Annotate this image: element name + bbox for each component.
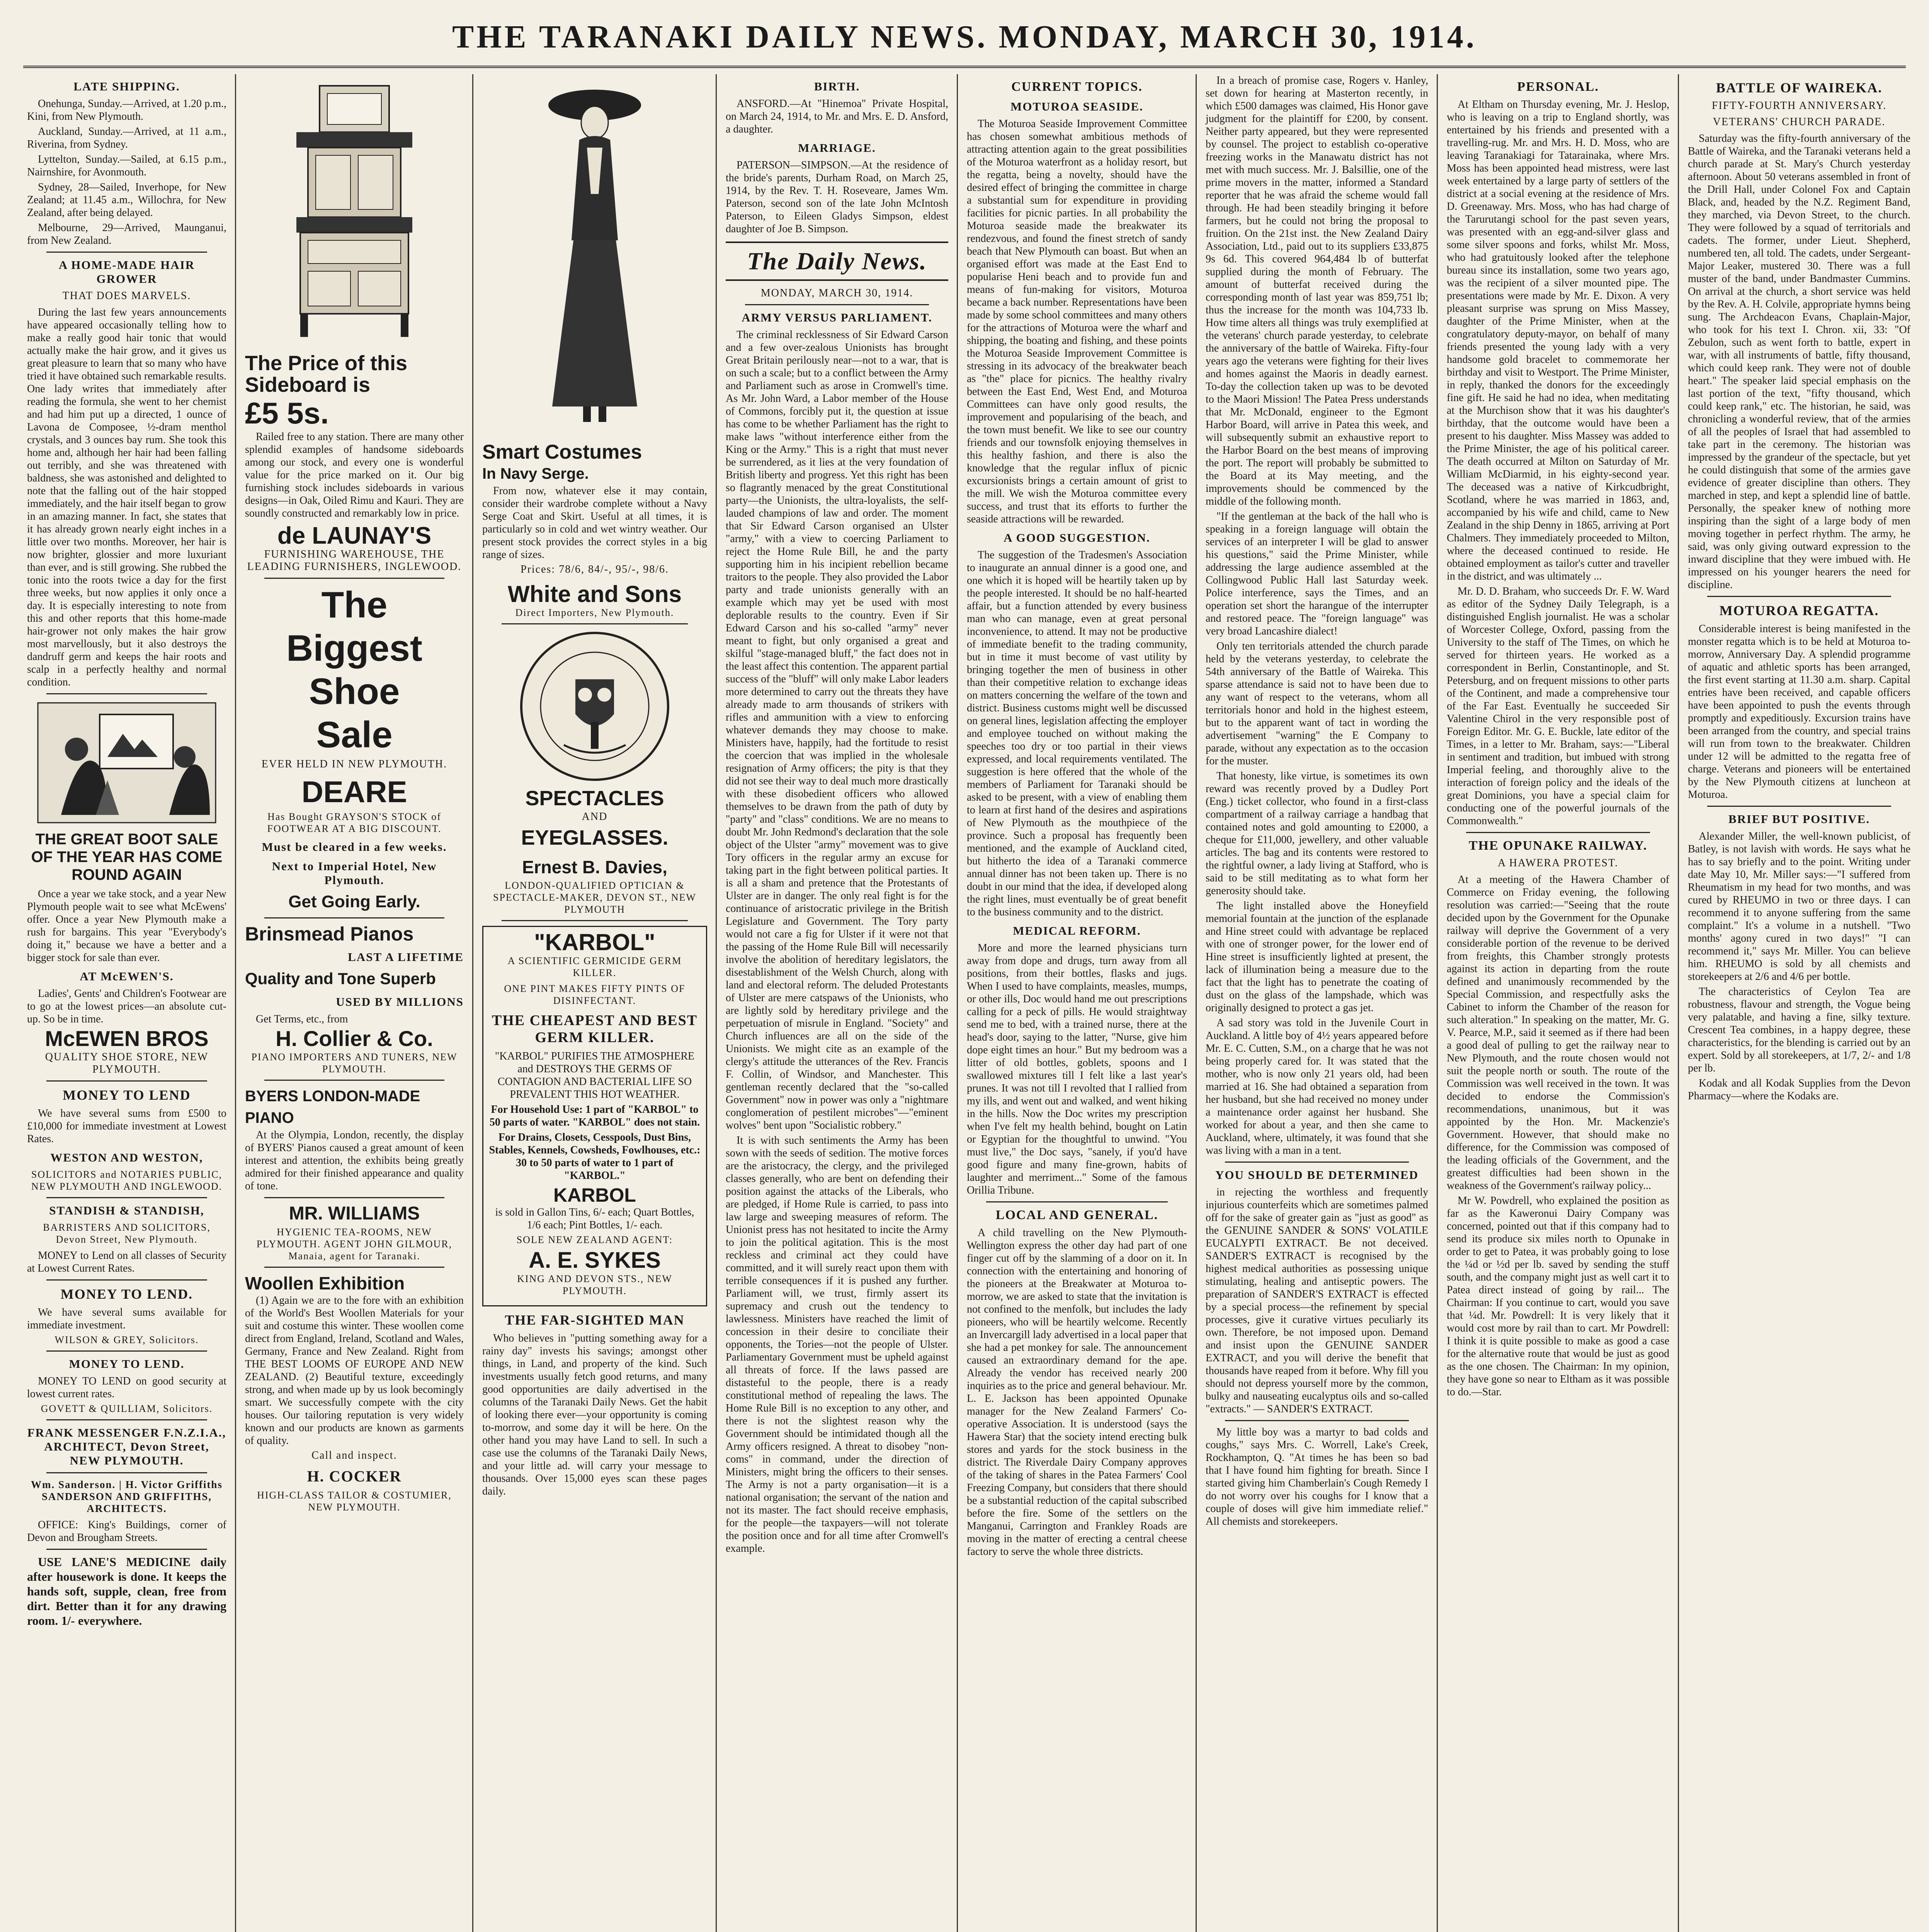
opunake-railway-text: At a meeting of the Hawera Chamber of Commerce on Friday evening, the following resolution was carried:—"Seeing that the route decided upon by the Government for the Opunake railway will deprive the Government of a very considerable portion of the revenue to be derived from freights, this Chamber strongly protests against its action in departing from the route defined and unanimously recommended by the Special Commission, and respectfully asks the Cabinet to inform the Chamber of the reason for such alteration." In speaking on the matter, Mr. G. V. Pearce, M.P., said it seemed as if there had been a good deal of pulling to get the railway near to New Plymouth, and the route chosen would not suit the people north or south. The route of the Commission was well received in the town. It was decided to endorse the Commission's recommendations, unanimous, but it was appointed by the Hon. Mr. Mackenzie's Government. However, that should make no difference, for the Commission was composed of the leading officials of the Government, and the greatest difficulties had been shown in the weakness of the Government's railway policy... [1447, 874, 1669, 1192]
shipping-heading: LATE SHIPPING. [73, 80, 180, 93]
divider [1225, 1420, 1409, 1421]
divider [46, 693, 207, 694]
column-1 [19, 74, 235, 1932]
deare-subtitle: Has Bought GRAYSON'S STOCK of FOOTWEAR AT A BIG DISCOUNT. [267, 811, 442, 834]
boot-sale-offer: Ladies', Gents' and Children's Footwear are to go at the lowest prices—an absolute cut-up. So be in time. [27, 988, 226, 1025]
cocker-name: H. COCKER [307, 1468, 402, 1485]
army-editorial: The criminal recklessness of Sir Edward Carson and a few over-zealous Unionists has brought Great Britain perilously near—not to a war, that is on such a scale; but to a conflict between the Army and Parliament such as arose in Cromwell's time. As Mr. John Ward, a Labor member of the House of Commons, forcibly put it, the question at issue has come to be whether Parliament has the right to make laws "without interference either from the King or the Army." This is a right that must never be surrendered, as it lies at the very foundation of British liberty and progress. Yet this right has been so flagrantly menaced by the great Constitutional party—the Unionists, the ultra-loyalists, the self-lauded champions of law and order. The moment that Sir Edward Carson organised an Ulster "army," with a view to coercing Parliament to reject the Home Rule Bill, he and the party supporting him in his incipient rebellion became traitors to the people. They also provided the Labor party and trade unionists generally with an example which may yet be used with most deplorable results to the country. Even if Sir Edward Carson and his so-called "army" never meant to fight, but only organised a great and skilful "stage-managed bluff," the fact does not in the least affect this contention. The apparent partial success of the "bluff" will only make Labor leaders more determined to carry out the threats they have already made to arm thousands of strikers with rifles and ammunition with a view to enforcing whatever demands they may choose to make. Ministers have, happily, had the fortitude to resist the coercion that was implied in the wholesale resignation of Army officers; the pity is that they did not see their way to deal much more drastically with these disobedient officers who allowed themselves to be drawn from the path of duty by "party" and "class" conditions. We are no means to doubt Mr. John Redmond's declaration that the sole object of the Ulster "army" movement was to give Tory officers in the regular army an excuse for taking part in the fight between political parties. It is all a sham and pretence that the Protestants of Ulster are in danger. The only real fight is for the continuance of aristocratic privilege in the British Legislature and Government. The Tory party would not care a fig for Ulster if it were not that the passing of the Home Rule Bill will necessarily involve the abolition of hereditary legislators, the disestablishment of the Welsh Church, along with land and electoral reform. The deluded Protestants of Ulster are mere catspaws of the Unionists, who are lightly sold by hereditary privilege and the perpetuation of misrule in England. "Society" and Church influences are all on the side of the Unionists. We might cite as an example of the clergy's attitude the utterances of the Rev. Francis F. Collin, of Windsor, and Manchester. This gentleman recently declared that the "so-called Government" now in power was only a "nightmare conglomeration of pestilent microbes"—"eminent wolves" bent upon "Socialistic robbery." [726, 329, 948, 1131]
costumes-text: From now, whatever else it may contain, consider their wardrobe complete without a Navy Serge Coat and Skirt. Useful at all times, it is particularly so in cold and wet wintry weather. Our present stock provides the correct styles in a big range of sizes. [482, 485, 707, 561]
column-rule [957, 74, 958, 1932]
moturoa-seaside-heading: MOTUROA SEASIDE. [1010, 100, 1143, 113]
deare-next: Next to Imperial Hotel, New Plymouth. [272, 859, 437, 887]
column-rule [1437, 74, 1438, 1932]
woollen-exhibition: Woollen Exhibition [245, 1273, 405, 1293]
byers-piano: BYERS LONDON-MADE PIANO [245, 1088, 420, 1126]
cough-remedy-text: My little boy was a martyr to bad colds and coughs," says Mrs. C. Worrell, Lake's Creek, Rockhampton, Q. "At times he has been so bad that I have found him fighting for breath. Since I started giving him Chamberlain's Cough Remedy I do not worry over his coughs for I know that a couple of doses will give him immediate relief." All chemists and storekeepers. [1206, 1426, 1428, 1527]
spectacle-makers-seal-icon [517, 629, 672, 784]
local-general-item: A sad story was told in the Juvenile Court in Auckland. A little boy of 4½ years appeared before Mr. E. C. Cutten, S.M., on a charge that he was not being properly cared for. It was stated that the mother, who is now only 21 years old, had been married at 16. She had obtained a separation from her husband, but she had received no money under a maintenance order against her husband. She worked for about a year, and then she came to Auckland, where, ultimately, it was found that she was living with a man in a tent. [1206, 1017, 1428, 1156]
sideboard-title: The Price of this Sideboard is [245, 352, 408, 396]
divider [264, 1267, 444, 1268]
weston-subtitle: SOLICITORS and NOTARIES PUBLIC, NEW PLYMOUTH AND INGLEWOOD. [31, 1169, 223, 1192]
shoe-sale-sale: Sale [316, 714, 393, 755]
karbol-ad [482, 926, 707, 1306]
standish-text: MONEY to Lend on all classes of Security at Lowest Current Rates. [27, 1250, 226, 1274]
collier-subtitle: PIANO IMPORTERS AND TUNERS, NEW PLYMOUTH. [251, 1051, 458, 1075]
karbol-title: "KARBOL" [534, 929, 655, 955]
lanes-medicine-ad: USE LANE'S MEDICINE daily after housework is done. It keeps the hands soft, supple, clean, free from dirt. Better than it for any drawing room. 1/- everywhere. [27, 1555, 226, 1628]
eyeglasses-heading: EYEGLASSES. [521, 826, 669, 849]
brief-positive-text: Alexander Miller, the well-known publicist, of Batley, is not lavish with words. He says what he has to say briefly and to the point. Writing under date May 10, Mr. Miller says:—"I suffered from Rheumatism in my head for two months, and was cured by RHEUMO in two or three days. I can recommend it to anyone suffering from the same complaint." It's a volume in a nutshell. "Two months' agony cured in two days!" "I can recommend it," says Mr. Miller. You can believe him. RHEUMO is sold by all chemists and storekeepers at 2/6 and 4/6 per bottle. [1688, 830, 1910, 983]
hair-subheading: THAT DOES MARVELS. [62, 290, 191, 302]
collier-name: H. Collier & Co. [276, 1026, 433, 1051]
column-rule [1196, 74, 1197, 1932]
costumes-prices: Prices: 78/6, 84/-, 95/-, 98/6. [521, 563, 669, 575]
local-general-heading: LOCAL AND GENERAL. [995, 1208, 1158, 1222]
marriage-heading: MARRIAGE. [798, 141, 876, 155]
medical-reform-text: More and more the learned physicians turn away from dope and drugs, turn away from all positions, from their bottles, flasks and jugs. When I used to have complaints, measles, mumps, or other ills, Doc would hand me out prescriptions calling for a peck of pills. He would straightway send me to bed, with a trained nurse, there at the head's door, saying to the latter, "Nurse, give him dope eight times an hour." But my bedroom was a litter of old bottles, goblets, spoons and I swallowed mixtures till I felt like a last year's prunes. It was not till I revolted that I rallied from my ills, and went out and walked, and went hiking in the hills. Now the Doc writes my prescription when I've felt my health behind, bought on Latin or Egyptian for the thoughtful to unwind. "You must live," the Doc says, "sanely, if you'd have good figure and many fine-grown, habits of laughter and merriment..." Some of the famous Orillia Tribune. [967, 942, 1187, 1196]
karbol-agent: SOLE NEW ZEALAND AGENT: [516, 1234, 673, 1245]
divider [46, 1472, 207, 1473]
sideboard-price: £5 5s. [245, 396, 329, 430]
brinsmead-quality: Quality and Tone Superb [245, 969, 436, 988]
spectacles-heading: SPECTACLES [525, 787, 664, 810]
divider [264, 917, 444, 918]
shipping-item: Melbourne, 29—Arrived, Maunganui, from New Zealand. [27, 222, 226, 247]
shoe-sale-the: The [321, 584, 388, 626]
column-4 [717, 74, 957, 1932]
column-rule [235, 74, 236, 1932]
army-editorial-continued: It is with such sentiments the Army has been sown with the seeds of sedition. The motive forces are the aristocracy, the clergy, and the privileged classes generally, who are bent on defending their position against the attacks of the Liberals, who are pledged, if Home Rule is carried, to pass into law large and sweeping measures of reform. The Unionist press has not hesitated to incite the Army to join the political agitation. This is the most reckless and criminal act they could have committed, and it will surely react upon them with terrible consequences if it is pushed any further. Parliament will, we trust, firmly assert its supremacy and crush out the tendency to lawlessness. Ministers have reached the limit of concession in their desire to conciliate their opponents, the Tories—not the people of Ulster. Parliamentary Government must be upheld against all threats of force. If the laws passed are distasteful to the people, there is a ready constitutional method of repealing the laws. The Home Rule Bill is no exception to any other, and there is not the slightest reason why the Government should be intimidated though all the Army officers resigned. A threat to disobey "non-coms" in command, under the direction of Ministers, might bring the officers to their senses. The Army is not a party organisation—it is a national organisation; the servant of the nation and not its master. The fact should receive emphasis, for the people—the taxpayers—will not tolerate the position once and for all time after Cromwell's example. [726, 1134, 948, 1554]
divider [46, 1350, 207, 1352]
money-to-lend-text: We have several sums available for immediate investment. [27, 1306, 226, 1331]
brinsmead-lifetime: LAST A LIFETIME [348, 950, 464, 964]
boot-sale-mcewens: AT McEWEN'S. [80, 969, 174, 983]
local-general-text: A child travelling on the New Plymouth-Wellington express the other day had part of one finger cut off by the slamming of a door on it. In connection with the entertaining and honoring of the pioneers at the Breakwater at Moturoa to-morrow, we are asked to state that the invitation is not confined to the menfolk, but includes the lady pioneers, who will be heartily welcome. Recently an Invercargill lady advertised in a local paper that she had a pet monkey for sale. The announcement caused an extraordinary demand for the ape. Already the vendor has received nearly 200 inquiries as to the price and general behaviour. Mr. L. E. Jackson has been appointed Opunake manager for the New Zealand Farmers' Co-operative Association. It is understood (says the Hawera Star) that the society intend erecting bulk stores and yards for the stock business in the district. The Riverdale Dairy Company approves of the taking of shares in the Patea Farmers' Cool Freezing Company, but considers that there should be a substantial reduction of the capital subscribed before the fire. Some of the settlers on the Manganui, Carrington and Frankley Roads are moving in the matter of erecting a central cheese factory to serve the whole three districts. [967, 1227, 1187, 1558]
cocker-subtitle: HIGH-CLASS TAILOR & COSTUMIER, NEW PLYMOUTH. [257, 1490, 452, 1513]
divider [46, 1197, 207, 1198]
divider [46, 1279, 207, 1281]
sykes-name: A. E. SYKES [529, 1248, 661, 1273]
marriage-text: PATERSON—SIMPSON.—At the residence of the bride's parents, Durham Road, on March 25, 1914, by the Rev. T. H. Roseveare, James Wm. Paterson, second son of the late John McIntosh Paterson, to Eileen Gladys Simpson, eldest daughter of Joe B. Simpson. [726, 159, 948, 235]
woollen-call: Call and inspect. [311, 1449, 397, 1461]
divider [46, 252, 207, 253]
current-topics-heading: CURRENT TOPICS. [1011, 80, 1143, 94]
money-to-lend-text: We have several sums from £500 to £10,000 for immediate investment at Lowest Rates. [27, 1107, 226, 1145]
money-to-lend-text: MONEY TO LEND on good security at lowest current rates. [27, 1375, 226, 1400]
moturoa-seaside-text: The Moturoa Seaside Improvement Committee has chosen somewhat ambitious methods of attracting attention again to the great possibilities of the Moturoa waterfront as a holiday resort, but the regatta, being a novelty, should have the desired effect of bringing the committee in charge a substantial sum for expenditure in providing facilities for picnic parties. In all probability the Moturoa seaside made the breakwater its rendezvous, and found the finest stretch of sandy beach that New Plymouth can boast. But when an organised effort was made at the East End to popularise Heni beach and to provide fun and means of fun-making for visitors, Moturoa became a back number. Representations have been made by some school committees and many others for the attractions of Moturoa were the wharf and shipping, the boating and fishing, and these points the Moturoa Seaside Improvement Committee is stressing in its advocacy of the breakwater beach as "the" place for picnics. The healthy rivalry between the East End, West End, and Moturoa Committees can have only good results, the improvement and popularising of the beach, and the town must benefit. We like to see our country friends and our townsfolk enjoying themselves in this healthy fashion, and there is also the knowledge that the regular influx of picnic excursionists brings a certain amount of grist to the mill. We wish the Moturoa committee every success, and trust that its efforts to further the seaside attractions will be rewarded. [967, 118, 1187, 525]
personal-heading: PERSONAL. [1517, 80, 1599, 94]
personal-text: At Eltham on Thursday evening, Mr. J. Heslop, who is leaving on a trip to England shortly, was entertained by his friends and presented with a travelling-rug. Mr. and Mrs. H. D. Moss, who are leaving Taranakiagi for Tatarainaka, where Mrs. Moss has been appointed head mistress, were last week entertained by a large party of settlers of the district at a social evening at the residence of Mrs. D. Greenaway. Mrs. Moss, who has had charge of the Tarurutangi school for the past seven years, was presented with an egg-and-silver glass and some silver spoons and forks, whilst Mr. Moss, who had gratuitously looked after the telephone bureau since its installation, some two years ago, was the recipient of a silver mounted pipe. The presentations were made by Mr. E. Dixon. A very pleasant surprise was sprung on Miss Massey, daughter of the Prime Minister, when at the congratulatory deputy-mayor, on behalf of many friends presented the young lady with a very handsome gold bracelet to commemorate her birthday and visit to Westport. The Prime Minister, in reply, thanked the donors for the exceedingly fine gift. He said he had no idea, when meditating at the Murchison show that it was his daughter's birthday, that the outcome would have been a present to his daughter. Miss Massey was added to the Prime Minister, the age of his political career. The death occurred at Milton on Saturday of Mr. William McDiarmid, in his eighty-second year. The deceased was a native of Kirkcudbright, Scotland, where he was married in 1863, and, accompanied by his wife and child, came to New Zealand in the ship Denny in 1865, arriving at Port Chalmers. They immediately proceeded to Milton, where the deceased continued to reside. He obtained employment as tailor's cutter and traveller in the district, and was ultimately ... [1447, 99, 1669, 582]
shipping-item: Auckland, Sunday.—Arrived, at 11 a.m., Riverina, from Sydney. [27, 126, 226, 150]
divider [264, 578, 444, 579]
govett-quilliam: GOVETT & QUILLIAM, Solicitors. [41, 1403, 213, 1414]
davies-subtitle: LONDON-QUALIFIED OPTICIAN & SPECTACLE-MAKER, DEVON ST., NEW PLYMOUTH [493, 880, 696, 915]
regatta-text: Considerable interest is being manifested in the monster regatta which is to be held at Moturoa to-morrow, Anniversary Day. A splendid programme of aquatic and athletic sports has been arranged, the first event starting at 11.30 a.m. sharp. Capital entries have been received, and capable officers have been appointed to push the events through promptly and expeditiously. Excursion trains have been arranged from the country, and special trains will run from town to the breakwater. Children under 12 will be admitted to the regatta free of charge. Veterans and pioneers will be entertained by the New Plymouth citizens at luncheon at Moturoa. [1688, 623, 1910, 801]
karbol-drains: For Drains, Closets, Cesspools, Dust Bins, Stables, Kennels, Cowsheds, Fowlhouses, etc.: 30 to 50 parts of water to 1 part of "KARBOL." [489, 1131, 701, 1182]
karbol-name: KARBOL [553, 1184, 636, 1206]
column-6 [1197, 74, 1437, 1932]
divider [745, 304, 929, 305]
birth-text: ANSFORD.—At "Hinemoa" Private Hospital, on March 24, 1914, to Mr. and Mrs. E. D. Ansford, a daughter. [726, 98, 948, 135]
divider [264, 1197, 444, 1198]
shipping-item: Sydney, 28—Sailed, Inverhope, for New Zealand; at 11.45 a.m., Willochra, for New Zealand, after being delayed. [27, 181, 226, 219]
byers-text: At the Olympia, London, recently, the display of BYERS' Pianos caused a great amount of keen interest and attention, the exhibits being greatly admired for their finished appearance and quality of tone. [245, 1129, 464, 1192]
divider [46, 1419, 207, 1420]
ceylon-tea-text: The characteristics of Ceylon Tea are robustness, flavour and strength, the Vogue being very palatable, and having a fine, silky texture. Crescent Tea combines, in a happy degree, these characteristics, for the blending is carried out by an expert. Sold by all storekeepers, at 1/7, 2/- and 1/8 per lb. [1688, 986, 1910, 1074]
divider [264, 1080, 444, 1081]
local-general-item: The light installed above the Honeyfield memorial fountain at the junction of the esplanade and Hine street could with advantage be replaced with one of stronger power, for the lower end of Hine street is insufficiently lighted at present, the lack of illumination being a measure due to the fact that the light has to penetrate the coating of dust on the glass of the lampshade, which was originally designed to protect a gas jet. [1206, 900, 1428, 1014]
local-general-item: That honesty, like virtue, is sometimes its own reward was recently proved by a Dudley Port (Eng.) ticket collector, who found in a first-class compartment of a railway carriage a handbag that contained notes and gold amounting to £2000, a cheque for £11,000, jewellery, and other valuable articles. The bag and its contents were restored to the rightful owner, a lady living at Stafford, who is said to be still meditating as to what form her generosity should take. [1206, 770, 1428, 897]
opunake-railway-heading: THE OPUNAKE RAILWAY. [1468, 838, 1648, 853]
sanderson-address: OFFICE: King's Buildings, corner of Devon and Brougham Streets. [27, 1519, 226, 1544]
brinsmead-terms: Get Terms, etc., from [256, 1013, 348, 1025]
frank-messenger: FRANK MESSENGER F.N.Z.I.A., ARCHITECT, Devon Street, NEW PLYMOUTH. [27, 1426, 226, 1467]
money-to-lend-heading: MONEY TO LEND. [69, 1357, 185, 1371]
far-sighted-heading: THE FAR-SIGHTED MAN [505, 1312, 685, 1328]
brief-positive-heading: BRIEF BUT POSITIVE. [1728, 812, 1870, 826]
divider [502, 920, 688, 921]
deare-name: DEARE [301, 775, 407, 809]
davies-name: Ernest B. Davies, [522, 857, 667, 877]
column-5 [958, 74, 1196, 1932]
williams-subtitle: HYGIENIC TEA-ROOMS, NEW PLYMOUTH. AGENT JOHN GILMOUR, Manaia, agent for Taranaki. [256, 1226, 452, 1262]
opunake-railway-subheading: A HAWERA PROTEST. [1497, 857, 1619, 869]
suggestion-heading: A GOOD SUGGESTION. [1004, 531, 1150, 544]
column-rule [472, 74, 473, 1932]
sideboard-text: Railed free to any station. There are many other splendid examples of handsome sideboards among our stock, and every one is wonderful value for the price marked on it. Our big furnishing stock includes sideboards in various designs—in Oak, Oiled Rimu and Kauri. They are soundly constructed and remarkably low in price. [245, 431, 464, 519]
medical-reform-heading: MEDICAL REFORM. [1013, 924, 1141, 937]
divider [1466, 832, 1650, 833]
boot-sale-heading: THE GREAT BOOT SALE OF THE YEAR HAS COME ROUND AGAIN [31, 831, 223, 883]
boot-sale-illustration [34, 699, 219, 827]
white-sons-subtitle: Direct Importers, New Plymouth. [515, 607, 674, 618]
shoe-sale-ever: EVER HELD IN NEW PLYMOUTH. [261, 758, 447, 770]
regatta-heading: MOTUROA REGATTA. [1719, 603, 1879, 618]
waireka-heading: BATTLE OF WAIREKA. [1716, 80, 1883, 95]
divider [986, 1201, 1168, 1202]
hair-heading: A HOME-MADE HAIR GROWER [58, 258, 195, 286]
shoe-sale-shoe: Shoe [309, 671, 400, 712]
powdrell-text: Mr W. Powdrell, who explained the position as far as the Kaweronui Dairy Company was concerned, pointed out that if this company had to send its produce six miles north to Opunake in order to get to Patea, it was probably going to lose the ¼d or ½d per lb. saved by sending the stuff south, and the company might just as well cart it to Patea direct instead of going by rail... The Chairman: If you continue to cart, would you save that ¼d. Mr. Powdrell: It is very likely that it would cost more by rail than to cart. Mr Powdrell: I think it is quite possible to make as good a case for the alternative route that would be just as good as the one chosen. The Chairman: In my opinion, they have gone so near to Eltham as it was possible to do.—Star. [1447, 1195, 1669, 1398]
editorial-date: MONDAY, MARCH 30, 1914. [760, 287, 913, 299]
determined-heading: YOU SHOULD BE DETERMINED [1215, 1168, 1419, 1182]
suggestion-text: The suggestion of the Tradesmen's Association to inaugurate an annual dinner is a good one, and one which it is hoped will be heartily taken up by the people interested. It should be no half-hearted affair, but a function attended by every business man who can manage, even at great personal inconvenience, to attend. It may not be productive of immediate benefit to the trading community, but in time it must become of vast utility by bringing together the men of business in other than their competitive relation to exchange ideas on matters concerning the welfare of the town and district. Business customs might well be discussed on general lines, legislation affecting the employer and employee touched on without making the speeches too dry or too partial in their views expressed, and local requirements ventilated. The suggestion is here offered that the whole of the members of Parliament for Taranaki should be asked to be present, with a view of enabling them to learn at first hand of the desires and aspirations of New Plymouth as the mouthpiece of the province. Such a proposal has frequently been mentioned, and the example of Auckland cited, but hitherto the idea of a Taranaki commerce annual dinner has not been taken up. There is no doubt in our mind that the idea, if developed along the right lines, must eventually be of great benefit to the business community and to the district. [967, 549, 1187, 918]
standish-heading: STANDISH & STANDISH, [49, 1204, 204, 1217]
karbol-pint: ONE PINT MAKES FIFTY PINTS OF DISINFECTANT. [504, 983, 686, 1006]
waireka-text: Saturday was the fifty-fourth anniversary of the Battle of Waireka, and the Taranaki veterans held a church parade at St. Mary's Church yesterday afternoon. About 50 veterans assembled in front of the Drill Hall, under Colonel Fox and Captain Black, and, headed by the N.Z. Regiment Band, they marched, via Devon Street, to the church. They were followed by a squad of territorials and cadets. The former, under Lieut. Shepherd, numbered ten, all told. The cadets, under Sergeant-Major Leaker, mustered 30. There was a full muster of the band, under Bandmaster Cummins. On arrival at the church, a short service was held by the Rev. A. H. Colvile, appropriate hymns being sung. The Archdeacon Evans, Chaplain-Major, who took for his text I. Chron. xii, 33: "Of Zebulon, such as went forth to battle, expert in war, with all instruments of battle, fifty thousand, which could keep rank. They were not of double heart." The speaker laid special emphasis on the last portion of the text, "fifty thousand, which could keep rank," etc. The historian, he said, was chronicling a wonderful review, that of the armies of all the peoples of Israel that had assembled to take part in the ceremony. The historian was impressed by the grandeur of the spectacle, but yet he could distinguish that some of the armies gave evidence of greater discipline than others. They marched in step, and kept a splendid line of battle. Personally, the speaker knew of nothing more inspiring than the sight of a large body of men moving together in perfect rhythm. The army, he said, was only giving outward expression to the inward discipline that they were imbued with. He impressed on his younger hearers the need for discipline. [1688, 133, 1910, 591]
divider [46, 1080, 207, 1082]
local-general-item: Only ten territorials attended the church parade held by the veterans yesterday, to celebrate the 54th anniversary of the Battle of Waireka. This sparse attendance is said not to have been due to any want of respect to the veterans, whom all territorials honor and hold in the highest esteem, but to the apparent want of tact in wording the advertisement "warning" the E Company to parade, without any expectation as to the occasion for the muster. [1206, 640, 1428, 767]
deare-get-going: Get Going Early. [288, 892, 420, 911]
column-3 [474, 74, 716, 1932]
far-sighted-text: Who believes in "putting something away for a rainy day" invests his savings; amongst other things, in Land, and property of the kind. Such investments usually fetch good returns, and many good opportunities are daily advertised in the columns of the Taranaki Daily News. Get the habit of looking there ever—your opportunity is coming to-morrow, and some day it will be here. On the other hand you may have Land to sell. In such a case use the columns of the Taranaki Daily News, and your little ad. will carry your message to thousands. Over 15,000 eyes scan these pages daily. [482, 1332, 707, 1497]
kodak-text: Kodak and all Kodak Supplies from the Devon Pharmacy—where the Kodaks are. [1688, 1077, 1910, 1102]
standish-subtitle: BARRISTERS AND SOLICITORS, Devon Street, New Plymouth. [43, 1222, 211, 1245]
sykes-subtitle: KING AND DEVON STS., NEW PLYMOUTH. [517, 1273, 672, 1296]
karbol-household: For Household Use: 1 part of "KARBOL" to 50 parts of water. "KARBOL" does not stain. [489, 1104, 700, 1128]
weston-weston: WESTON AND WESTON, [50, 1151, 203, 1164]
birth-heading: BIRTH. [814, 80, 860, 93]
mcewen-brothers: McEWEN BROS [45, 1026, 209, 1051]
shoe-sale-biggest: Biggest [286, 628, 423, 669]
white-sons: White and Sons [508, 581, 682, 607]
delaunay-name: de LAUNAY'S [277, 522, 432, 549]
shipping-item: Onehunga, Sunday.—Arrived, at 1.20 p.m., Kini, from New Plymouth. [27, 98, 226, 122]
determined-text: in rejecting the worthless and frequently injurious counterfeits which are sometimes palmed off for the sake of greater gain as "just as good" as the GENUINE SANDER & SONS' VOLATILE EUCALYPTI EXTRACT. Be not deceived. SANDER'S EXTRACT is recognised by the highest medical authorities as possessing unique stimulating, healing and antiseptic powers. The preparation of SANDER'S EXTRACT is effected by a special process—the refinement by special processes, give it curative virtues peculiarly its own. Therefore, be not imposed upon. Demand and insist upon the GENUINE SANDER EXTRACT, and you will derive the benefit that thousands have reaped from it before. Why fill you should not depress yourself more by the common, bulky and nauseating eucalyptus oils and so-called "extracts." — SANDER'S EXTRACT. [1206, 1186, 1428, 1415]
karbol-subtitle: A SCIENTIFIC GERMICIDE GERM KILLER. [507, 955, 682, 978]
hair-article: During the last few years announcements have appeared occasionally telling how to make a really good hair tonic that would actually make the hair grow, and it gives us great pleasure to learn that so many who have tried it have obtained such remarkable results. One lady writes that immediately after reading the formula, she went to her chemist and had him put up a directed, 1 ounce of Lavona de Composee, ½-dram menthol crystals, and 3 ounces bay rum. She took this home and, although her hair had been falling out terribly, and she was threatened with baldness, she was astonished and delighted to note that the falling out of the hair stopped immediately, and the hair itself began to grow in an amazing manner. In fact, she states that it has already grown nearly eight inches in a little over two months. Moreover, her hair is now brighter, glossier and more luxuriant than ever, and is still growing. She rubbed the tonic into the roots twice a day for the first three weeks, but now applies it only once a day. It is especially interesting to note from this and other reports that this home-made hair-grower not only makes the hair grow most marvellously, but it also destroys the dandruff germ and keeps the hair roots and scalp in a perfectly healthy and normal condition. [27, 306, 226, 688]
karbol-sold: is sold in Gallon Tins, 6/- each; Quart Bottles, 1/6 each; Pint Bottles, 1/- each. [495, 1206, 694, 1231]
deare-cleared: Must be cleared in a few weeks. [262, 840, 447, 854]
wilson-grey: WILSON & GREY, Solicitors. [54, 1334, 199, 1345]
local-general-continued: In a breach of promise case, Rogers v. Hanley, set down for hearing at Masterton recently, in which £500 damages was claimed, His Honor gave judgment for the plaintiff for £200, by consent. Neither party appeared, but they were represented by counsel. The project to establish co-operative freezing works in the Manawatu district has not met with much success. Mr. J. Balsillie, one of the prime movers in the matter, informed a Standard reporter that he was afraid the scheme would fall through. He had been steadily bringing it before farmers, but he could not bring the proposal to fruition. On the 21st inst. the New Zealand Dairy Association, Ltd., paid out to its suppliers £33,875 9s 6d. This covered 964,484 lb of butterfat supplied during the month of February. The amount of butterfat received during the corresponding month of last year was 859,751 lb; thus the increase for the month was 104,733 lb. How time alters all things was truly exemplified at the veterans' church parade yesterday, to celebrate the anniversary of the battle of Waireka. Fifty-four years ago the veterans were fighting for their lives and homes against the Maoris in deadly earnest. To-day the collection taken up was to be devoted to the Maori Mission! The Patea Press understands that Mr. McDonald, engineer to the Egmont Harbor Board, will arrive in Patea this week, and will subsequently submit an exhaustive report to the Harbor Board on the best means of improving the port. The report will probably be submitted to the Board at its May meeting, and the improvements should be commenced by the middle of the following month. [1206, 75, 1428, 507]
karbol-cheapest: THE CHEAPEST AND BEST GERM KILLER. [492, 1012, 698, 1046]
column-2 [236, 74, 472, 1932]
shipping-item: Lyttelton, Sunday.—Sailed, at 6.15 p.m., Nairnshire, for Avonmouth. [27, 153, 226, 178]
divider [1707, 596, 1891, 597]
brinsmead-pianos: Brinsmead Pianos [245, 923, 414, 945]
costume-lady-illustration [537, 78, 653, 437]
column-7 [1438, 74, 1678, 1932]
money-to-lend-heading: MONEY TO LEND. [60, 1286, 193, 1302]
masthead-title: THE TARANAKI DAILY NEWS. MONDAY, MARCH 30, 1914. [452, 19, 1477, 55]
waireka-subheading-2: VETERANS' CHURCH PARADE. [1713, 116, 1886, 128]
karbol-text: "KARBOL" PURIFIES THE ATMOSPHERE and DESTROYS THE GERMS OF CONTAGION AND BACTERIAL LIFE SO PREVALENT THIS HOT WEATHER. [495, 1050, 695, 1100]
spectacles-and: AND [582, 811, 608, 823]
sideboard-illustration [273, 78, 435, 349]
brinsmead-used: USED BY MILLIONS [336, 995, 464, 1009]
delaunay-subtitle: FURNISHING WAREHOUSE, THE LEADING FURNISHERS, INGLEWOOD. [247, 548, 462, 573]
daily-news-nameplate: The Daily News. [726, 242, 948, 281]
divider [1225, 1162, 1409, 1163]
waireka-subheading: FIFTY-FOURTH ANNIVERSARY. [1711, 100, 1887, 112]
costumes-title: Smart Costumes [482, 441, 642, 463]
masthead [23, 10, 1906, 68]
braham-text: Mr. D. D. Braham, who succeeds Dr. F. W. Ward as editor of the Sydney Daily Telegraph, is a distinguished English journalist. He was a scholar of Worcester College, Oxford, passing from the University to the staff of The Times, on which he served for thirteen years. He worked as a correspondent in Berlin, Constantinople, and St. Petersburg, and on frequent missions to other parts of the Continent, and made a comprehensive tour of the Far East. Eventually he succeeded Sir Valentine Chirol in the very responsible post of Foreign Editor. Mr. G. E. Buckle, late editor of the Times, in a letter to Mr. Braham, says:—"Liberal in sentiment and tradition, but imbued with strong Imperial feeling, and thoroughly alive to the interaction of foreign policy and the ideals of the great Dominions, you have a special claim for conducting one of the powerful journals of the Commonwealth." [1447, 585, 1669, 827]
column-rule [716, 74, 717, 1932]
divider [1707, 806, 1891, 807]
costumes-subtitle: In Navy Serge. [482, 465, 589, 482]
sanderson-griffiths: Wm. Sanderson. | H. Victor Griffiths SANDERSON AND GRIFFITHS, ARCHITECTS. [31, 1479, 223, 1514]
woollen-text: (1) Again we are to the fore with an exhibition of the World's Best Woollen Materials for your suit and costume this winter. These woollen come direct from England, Ireland, Scotland and Wales, Germany, France and New Zealand. Right from THE BEST LOOMS OF EUROPE AND NEW ZEALAND. (2) Beautiful texture, exceedingly strong, and when made up by us look becomingly smart. We successfully compete with the city houses. Our tailoring reputation is very widely known and our products are known as garments of quality. [245, 1294, 464, 1447]
local-general-item: "If the gentleman at the back of the hall who is speaking in a foreign language will obtain the services of an interpreter I will be glad to answer his questions," said the Prime Minister, while addressing the large audience assembled at the Collingwood Public Hall last Saturday week. Police interference, says the Times, and an operation set short the harangue of the interrupter and restored peace. The "foreign language" was very broad Lancashire dialect! [1206, 510, 1428, 637]
army-heading: ARMY VERSUS PARLIAMENT. [742, 311, 932, 324]
money-to-lend-heading: MONEY TO LEND [63, 1087, 191, 1103]
williams-name: MR. WILLIAMS [289, 1203, 420, 1224]
divider [46, 1549, 207, 1550]
mcewen-subtitle: QUALITY SHOE STORE, NEW PLYMOUTH. [45, 1051, 209, 1075]
column-8 [1679, 74, 1919, 1932]
divider [502, 623, 688, 624]
boot-sale-text: Once a year we take stock, and a year New Plymouth people wait to see what McEwens' offer. Once a year New Plymouth make a rush for bargains. This year "Everybody's doing it," because we have a better and a bigger stock for sale than ever. [27, 888, 226, 964]
column-rule [1678, 74, 1679, 1932]
